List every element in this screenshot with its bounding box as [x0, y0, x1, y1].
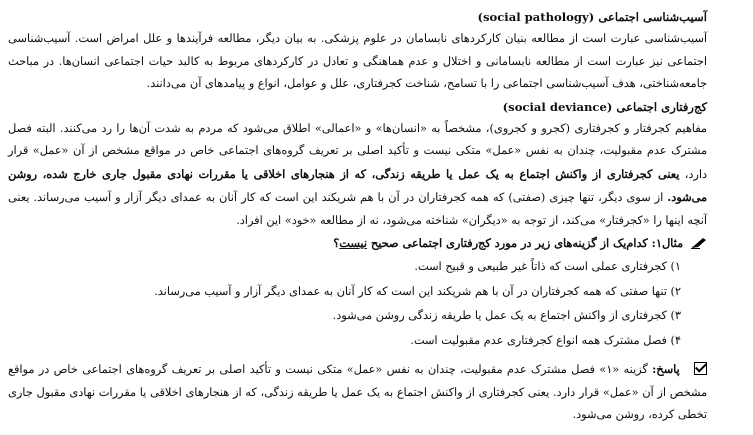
paragraph [8, 28, 707, 95]
text-line: مفاهیم کجرفتار و کجرفتاری (کجرو و کجروی)، مشخصاً به «انسان‌ها» و «اعمالی» اطلاق می‌شود که مردم به شدت آن‌ها را رد می‌کنند. البته فصل [8, 122, 707, 136]
section-title-english: (social deviance) [502, 99, 613, 114]
answer-line: تخطی کرده، روشن می‌شود. [572, 407, 707, 421]
section-heading-social-pathology [8, 6, 707, 28]
text-line: آسیب‌شناسی عبارت است از مطالعه بنیان کارکردهای نابسامان در علوم پزشکی. به بیان دیگر، مطالعه فرآیندها و علل امراض است. آسیب‌شناسی اجتماعی [8, 32, 707, 68]
answer-line: گزینه «۱» فصل مشترک عدم مقبولیت، چندان به نفس «عمل» متکی نیست و تأکید اصلی بر تعریف گروه‌های اجتماعی خاص در مواقع [8, 363, 648, 377]
paragraph [8, 118, 707, 232]
pencil-icon [691, 234, 707, 256]
section-title-english: (social pathology) [477, 10, 595, 24]
text-line: «کجرفتار» می‌کند، از توجه به «دیگران» شناخته می‌شود، نه از مطالعه «خود» این افراد. [236, 213, 650, 227]
option-item: ۴) فصل مشترک همه انواع کجرفتاری عدم مقبولیت است. [410, 333, 681, 347]
option-item: ۱) کجرفتاری عملی است که ذاتاً غیر طبیعی و قبیح است. [414, 260, 681, 274]
option-item: ۲) تنها صفتی که همه کجرفتاران در آن با هم شریکند این است که کار آنان به عمدای دیگر آزار و آسیب می‌رساند. [154, 284, 681, 298]
section-title: کج‌رفتاری اجتماعی [616, 99, 707, 114]
answer-line: مشخص از آن «عمل» قرار دارد. یعنی کجرفتاری از واکنش اجتماع به یک عمل یا طریقه زندگی، که از هنجارهای اخلاقی یا مقررات نهادی مقبول جاری [8, 385, 707, 399]
answer-block [8, 358, 707, 426]
text-line: از سوی دیگر، تنها چیزی (صفتی) که همه کجرفتاران در آن با هم شریکند این است که کار آنان به عمدای دیگر آزار و آسیب می‌رساند. یعنی آنچه اینها را [8, 191, 707, 227]
text-line: هدف آسیب‌شناسی اجتماعی را با تسامح، شناخت کجرفتاری، علل و عوامل، انواع و پیامدهای آن می‌دانند. [146, 77, 636, 91]
section-title: آسیب‌شناسی اجتماعی [598, 10, 707, 24]
option-item: ۳) کجرفتاری از واکنش اجتماع به یک عمل یا طریقه زندگی روشن می‌شود. [332, 309, 681, 323]
question-emphasis: نیست [339, 236, 367, 251]
example-question [8, 232, 707, 256]
question-mark: ؟ [333, 236, 340, 251]
text-line: نیز عبارت است از مطالعه نابسامانی و اختلال و عدم هماهنگی و تعادل در کارکردهای مربوط به کالبد حیات اجتماعی انسان‌ها. در مباحث جامعه‌شناختی، [8, 54, 707, 91]
question-text: مثال۱: کدام‌یک از گزینه‌های زیر در مورد کج‌رفتاری اجتماعی صحیح [370, 236, 684, 251]
answer-label: پاسخ: [652, 362, 680, 377]
section-heading-social-deviance [8, 96, 707, 118]
checkbox-icon [694, 362, 707, 375]
options-list [8, 256, 707, 352]
text-line-bold: یعنی کجرفتاری از واکنش اجتماع به یک عمل یا طریقه زندگی، که از هنجارهای اخلاقی یا مقررات نهادی مقبول جاری خارج شده، روشن می‌شود. [8, 166, 707, 205]
text-line: مشترک عدم مقبولیت، چندان به نفس «عمل» متکی نیست و تأکید اصلی بر تعریف گروه‌های اجتماعی خاص در مواقع مشخص از آن «عمل» قرار دارد، [8, 144, 707, 181]
